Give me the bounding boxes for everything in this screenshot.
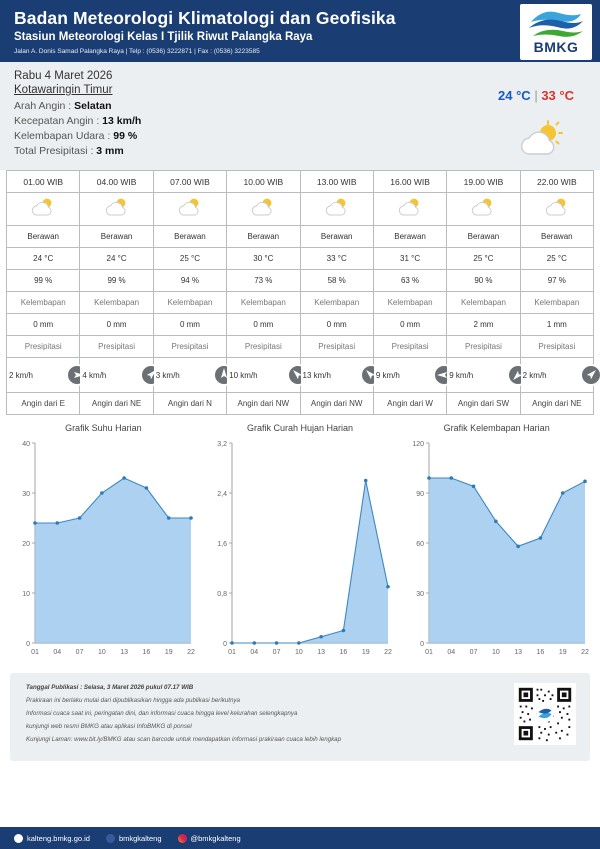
svg-text:22: 22: [384, 649, 392, 656]
humidity-value: 99 %: [113, 130, 138, 142]
svg-text:40: 40: [22, 441, 31, 448]
wind-speed-cell: [373, 358, 446, 393]
svg-text:90: 90: [415, 491, 424, 498]
temperature-cell: 25 °C: [153, 248, 226, 270]
cloudy-sun-icon: [29, 196, 57, 220]
svg-text:22: 22: [187, 649, 196, 656]
svg-text:10: 10: [22, 591, 31, 598]
weather-icon-cell: [80, 193, 153, 226]
svg-text:30: 30: [22, 491, 31, 498]
svg-text:13: 13: [513, 649, 522, 656]
humidity-label-cell: Kelembapan: [80, 292, 153, 314]
social-footer: [0, 827, 600, 849]
facebook-icon: [106, 834, 115, 843]
condition-cell: Berawan: [373, 226, 446, 248]
chart-rainfall: [203, 423, 398, 665]
note-line-2: Prakiraan ini berlaku mulai dari dipublikasikan hingga ada publikasi berikutnya: [26, 697, 240, 704]
svg-text:0,8: 0,8: [217, 591, 227, 598]
weather-icon-cell: [520, 193, 593, 226]
note-line-4: kunjungi web resmi BMKG atau aplikasi InfoBMKG di ponsel: [26, 723, 192, 730]
condition-cell: Berawan: [520, 226, 593, 248]
svg-text:2,4: 2,4: [217, 491, 227, 498]
precip-cell: 2 mm: [447, 314, 520, 336]
humidity-label: Kelembapan Udara :: [14, 130, 111, 142]
svg-text:0: 0: [223, 641, 227, 648]
weather-icon-cell: [373, 193, 446, 226]
temperature-cell: 25 °C: [520, 248, 593, 270]
svg-text:3,2: 3,2: [217, 441, 227, 448]
svg-text:07: 07: [469, 649, 478, 656]
footer-item-instagram[interactable]: [178, 834, 241, 843]
precip-label-cell: Presipitasi: [520, 336, 593, 358]
humidity-cell: 58 %: [300, 270, 373, 292]
wind-speed-cell: [7, 358, 80, 393]
hour-cell: 22.00 WIB: [520, 171, 593, 193]
table-row-conditions: [7, 226, 594, 248]
temperature-cell: 24 °C: [80, 248, 153, 270]
humidity-cell: 90 %: [447, 270, 520, 292]
weather-icon-cell: [227, 193, 300, 226]
charts-section: [0, 415, 600, 665]
humidity-label-cell: Kelembapan: [227, 292, 300, 314]
wind-speed-cell: [80, 358, 153, 393]
chart-title: Grafik Suhu Harian: [65, 423, 142, 433]
hour-cell: 19.00 WIB: [447, 171, 520, 193]
wind-speed-value: 3 km/h: [155, 370, 180, 380]
humidity-cell: 99 %: [7, 270, 80, 292]
humidity-chart-svg: [403, 435, 591, 665]
wind-speed-cell: [153, 358, 226, 393]
wind-speed-cell: [520, 358, 593, 393]
wind-speed-value: 2 km/h: [522, 370, 547, 380]
table-row-precip-label: [7, 336, 594, 358]
wind-direction-value: Selatan: [74, 100, 112, 112]
table-row-precip-value: [7, 314, 594, 336]
humidity-label-cell: Kelembapan: [7, 292, 80, 314]
humidity-label-cell: Kelembapan: [300, 292, 373, 314]
temperature-range: [498, 88, 574, 103]
bmkg-logo-icon: [523, 6, 589, 40]
footer-label: kalteng.bmkg.go.id: [27, 833, 90, 843]
svg-text:19: 19: [361, 649, 370, 656]
humidity-cell: 63 %: [373, 270, 446, 292]
svg-text:10: 10: [491, 649, 500, 656]
summary-wind-speed: [14, 114, 586, 129]
table-row-icons: [7, 193, 594, 226]
footer-item-website[interactable]: [14, 834, 90, 843]
svg-text:60: 60: [415, 541, 424, 548]
precip-label-cell: Presipitasi: [7, 336, 80, 358]
daily-summary: [0, 62, 600, 170]
svg-text:07: 07: [76, 649, 84, 656]
wind-speed-value: 13 km/h: [102, 115, 142, 127]
condition-cell: Berawan: [7, 226, 80, 248]
wind-speed-value: 9 km/h: [375, 370, 400, 380]
hour-cell: 13.00 WIB: [300, 171, 373, 193]
temperature-cell: 30 °C: [227, 248, 300, 270]
hour-cell: 01.00 WIB: [7, 171, 80, 193]
summary-location: Kotawaringin Timur: [14, 84, 113, 96]
agency-title: Badan Meteorologi Klimatologi dan Geofisika: [14, 8, 396, 28]
table-row-temperature: [7, 248, 594, 270]
temperature-chart-svg: [9, 435, 197, 665]
page-header: [0, 0, 600, 62]
precip-cell: 0 mm: [153, 314, 226, 336]
hour-cell: 04.00 WIB: [80, 171, 153, 193]
svg-text:01: 01: [228, 649, 236, 656]
qr-code-icon[interactable]: [514, 683, 576, 745]
condition-cell: Berawan: [300, 226, 373, 248]
footer-label: @bmkgkalteng: [190, 833, 241, 843]
svg-text:20: 20: [22, 541, 31, 548]
weather-icon-cell: [7, 193, 80, 226]
hour-cell: 16.00 WIB: [373, 171, 446, 193]
chart-temperature: [6, 423, 201, 665]
svg-text:13: 13: [120, 649, 129, 656]
condition-cell: Berawan: [80, 226, 153, 248]
weather-icon-cell: [300, 193, 373, 226]
wind-direction-label: Arah Angin :: [14, 100, 72, 112]
cloudy-sun-icon: [512, 120, 568, 162]
svg-text:07: 07: [272, 649, 281, 656]
svg-text:22: 22: [580, 649, 589, 656]
wind-speed-value: 13 km/h: [302, 370, 331, 380]
svg-text:1,6: 1,6: [217, 541, 227, 548]
precip-cell: 0 mm: [373, 314, 446, 336]
humidity-label-cell: Kelembapan: [153, 292, 226, 314]
chart-title: Grafik Curah Hujan Harian: [246, 423, 354, 433]
table-row-humidity-label: [7, 292, 594, 314]
cloudy-sun-icon: [323, 196, 351, 220]
weather-icon-cell: [447, 193, 520, 226]
weather-icon-cell: [153, 193, 226, 226]
hourly-forecast-table: [0, 170, 600, 415]
cloudy-sun-icon: [469, 196, 497, 220]
svg-text:10: 10: [294, 649, 303, 656]
precip-label-cell: Presipitasi: [373, 336, 446, 358]
svg-text:04: 04: [53, 649, 62, 656]
rainfall-chart-svg: [206, 435, 394, 665]
wind-direction-cell: Angin dari W: [373, 393, 446, 415]
temperature-cell: 25 °C: [447, 248, 520, 270]
wind-direction-cell: Angin dari SW: [447, 393, 520, 415]
temperature-cell: 31 °C: [373, 248, 446, 270]
wind-speed-value: 4 km/h: [82, 370, 107, 380]
svg-text:0: 0: [419, 641, 424, 648]
note-line-5: Kunjungi Laman: www.bit.ly/BMKG atau scan barcode untuk mendapatkan informasi prakiraan cuaca lebih lengkap: [26, 736, 342, 743]
cloudy-sun-icon: [543, 196, 571, 220]
summary-date: Rabu 4 Maret 2026: [14, 70, 113, 82]
wind-direction-cell: Angin dari NW: [227, 393, 300, 415]
precipitation-label: Total Presipitasi :: [14, 145, 94, 157]
wind-speed-cell: [300, 358, 373, 393]
temp-separator: |: [534, 88, 538, 103]
svg-text:13: 13: [317, 649, 326, 656]
cloudy-sun-icon: [176, 196, 204, 220]
condition-cell: Berawan: [447, 226, 520, 248]
precip-cell: 0 mm: [80, 314, 153, 336]
condition-cell: Berawan: [227, 226, 300, 248]
publication-note: [10, 673, 590, 761]
footer-item-facebook[interactable]: [106, 834, 162, 843]
humidity-cell: 94 %: [153, 270, 226, 292]
svg-text:16: 16: [536, 649, 544, 656]
svg-text:120: 120: [411, 441, 424, 448]
precip-label-cell: Presipitasi: [300, 336, 373, 358]
table-row-hours: [7, 171, 594, 193]
wind-speed-value: 10 km/h: [229, 370, 258, 380]
cloudy-sun-icon: [396, 196, 424, 220]
wind-speed-cell: [227, 358, 300, 393]
temperature-cell: 33 °C: [300, 248, 373, 270]
table-row-humidity-value: [7, 270, 594, 292]
precip-cell: 0 mm: [7, 314, 80, 336]
svg-text:19: 19: [165, 649, 173, 656]
wind-direction-cell: Angin dari E: [7, 393, 80, 415]
table-row-wind-speed: [7, 358, 594, 393]
humidity-cell: 73 %: [227, 270, 300, 292]
summary-humidity: [14, 129, 586, 144]
wind-speed-cell: [447, 358, 520, 393]
humidity-cell: 97 %: [520, 270, 593, 292]
precip-label-cell: Presipitasi: [447, 336, 520, 358]
svg-text:0: 0: [26, 641, 31, 648]
svg-text:04: 04: [447, 649, 455, 656]
station-subtitle: Stasiun Meteorologi Kelas I Tjilik Riwut Palangka Raya: [14, 31, 313, 43]
chart-title: Grafik Kelembapan Harian: [443, 423, 550, 433]
wind-speed-label: Kecepatan Angin :: [14, 115, 100, 127]
humidity-label-cell: Kelembapan: [447, 292, 520, 314]
note-line-3: Informasi cuaca saat ini, peringatan dini, dan informasi cuaca hingga level kelurahan selengkapnya: [26, 710, 298, 717]
svg-text:10: 10: [98, 649, 107, 656]
svg-text:19: 19: [558, 649, 567, 656]
cloudy-sun-icon: [103, 196, 131, 220]
temp-max: 33 °C: [541, 88, 574, 103]
precip-label-cell: Presipitasi: [227, 336, 300, 358]
table-row-wind-direction: [7, 393, 594, 415]
hour-cell: 07.00 WIB: [153, 171, 226, 193]
bmkg-logo-text: BMKG: [533, 39, 579, 55]
precip-cell: 0 mm: [227, 314, 300, 336]
precip-label-cell: Presipitasi: [153, 336, 226, 358]
bmkg-logo: [520, 4, 592, 60]
condition-cell: Berawan: [153, 226, 226, 248]
footer-label: bmkgkalteng: [118, 833, 162, 843]
svg-text:16: 16: [142, 649, 151, 656]
cloudy-sun-icon: [249, 196, 277, 220]
temperature-cell: 24 °C: [7, 248, 80, 270]
precip-cell: 1 mm: [520, 314, 593, 336]
precip-cell: 0 mm: [300, 314, 373, 336]
svg-text:01: 01: [424, 649, 433, 656]
chart-humidity: [399, 423, 594, 665]
hour-cell: 10.00 WIB: [227, 171, 300, 193]
wind-direction-cell: Angin dari NE: [80, 393, 153, 415]
svg-text:16: 16: [339, 649, 348, 656]
svg-text:01: 01: [31, 649, 40, 656]
precipitation-value: 3 mm: [96, 145, 124, 157]
precip-label-cell: Presipitasi: [80, 336, 153, 358]
humidity-label-cell: Kelembapan: [373, 292, 446, 314]
humidity-cell: 99 %: [80, 270, 153, 292]
svg-text:04: 04: [250, 649, 259, 656]
station-address: Jalan A. Donis Samad Palangka Raya | Telp : (0536) 3222871 | Fax : (0536) 3223585: [14, 48, 260, 55]
wind-speed-value: 2 km/h: [9, 370, 34, 380]
note-line-1: Tanggal Publikasi : Selasa, 3 Maret 2026 pukul 07.17 WIB: [26, 684, 194, 691]
wind-speed-value: 9 km/h: [449, 370, 474, 380]
temp-min: 24 °C: [498, 88, 531, 103]
compass-icon: [579, 363, 600, 387]
wind-direction-cell: Angin dari NE: [520, 393, 593, 415]
summary-precipitation: [14, 144, 586, 159]
humidity-label-cell: Kelembapan: [520, 292, 593, 314]
svg-text:30: 30: [415, 591, 424, 598]
wind-direction-cell: Angin dari NW: [300, 393, 373, 415]
instagram-icon: [178, 834, 187, 843]
globe-icon: [14, 834, 23, 843]
wind-direction-cell: Angin dari N: [153, 393, 226, 415]
